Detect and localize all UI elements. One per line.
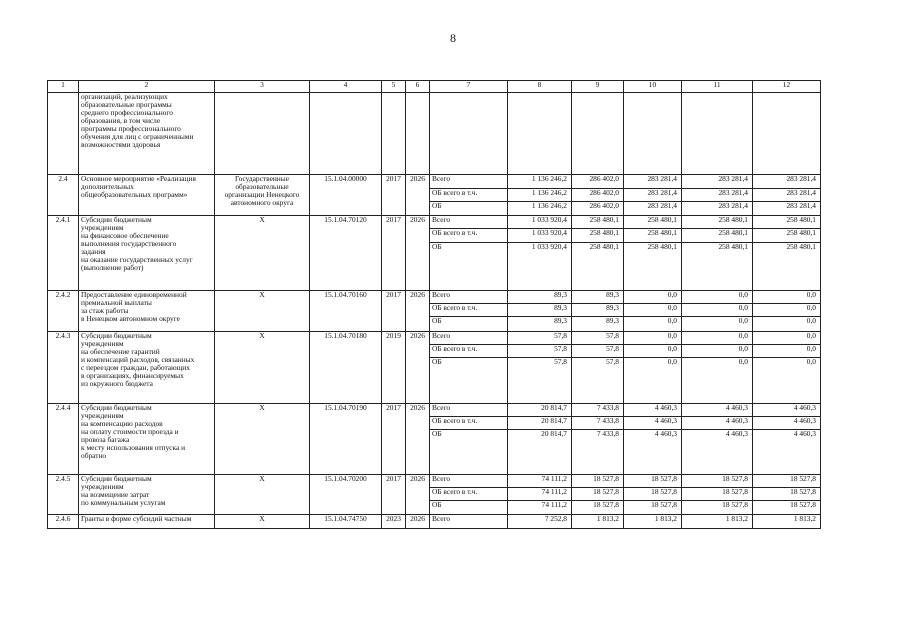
amount-cell: 0,0 (682, 345, 753, 358)
row-number: 2.4.1 (48, 216, 79, 291)
row-end-year: 2026 (406, 475, 430, 515)
header-cell: 2 (79, 81, 215, 93)
table-row (48, 175, 821, 189)
amount-cell: 89,3 (508, 291, 572, 304)
row-start-year: 2017 (382, 291, 406, 332)
amount-cell: 283 281,4 (682, 202, 753, 216)
amount-cell: 258 480,1 (624, 229, 682, 243)
amount-cell: 1 813,2 (624, 515, 682, 529)
funding-source: ОБ всего в т.ч. (430, 488, 508, 501)
amount-cell: 258 480,1 (572, 216, 624, 229)
row-executor: Х (215, 404, 310, 475)
header-cell: 6 (406, 81, 430, 93)
funding-source: Всего (430, 175, 508, 189)
amount-cell: 283 281,4 (624, 202, 682, 216)
empty-cell (572, 93, 624, 175)
row-number: 2.4 (48, 175, 79, 216)
row-executor: Х (215, 291, 310, 332)
row-executor: Х (215, 475, 310, 515)
amount-cell: 4 460,3 (682, 417, 753, 430)
row-name: Субсидии бюджетным учреждениям на возмещение затрат по коммунальным услугам (79, 475, 215, 515)
amount-cell: 18 527,8 (624, 501, 682, 515)
amount-cell: 0,0 (682, 332, 753, 345)
row-start-year: 2019 (382, 332, 406, 404)
table-row (48, 475, 821, 488)
amount-cell: 0,0 (682, 358, 753, 404)
row-executor: Х (215, 332, 310, 404)
row-number: 2.4.5 (48, 475, 79, 515)
row-number: 2.4.6 (48, 515, 79, 529)
empty-cell (624, 93, 682, 175)
header-cell: 9 (572, 81, 624, 93)
amount-cell: 18 527,8 (572, 488, 624, 501)
amount-cell: 7 433,8 (572, 404, 624, 417)
row-name: Предоставление единовременной премиальной выплаты за стаж работы в Ненецком автономном округе (79, 291, 215, 332)
amount-cell: 20 814,7 (508, 417, 572, 430)
row-start-year: 2017 (382, 475, 406, 515)
amount-cell: 283 281,4 (682, 175, 753, 189)
amount-cell: 18 527,8 (682, 488, 753, 501)
amount-cell: 57,8 (508, 345, 572, 358)
row-end-year: 2026 (406, 332, 430, 404)
amount-cell: 283 281,4 (753, 175, 821, 189)
amount-cell: 0,0 (753, 358, 821, 404)
row-name: Субсидии бюджетным учреждениям на обеспечение гарантий и компенсаций расходов, связанных с переездом граждан, работающих в организациях, финансируемых из окружного бюджета (79, 332, 215, 404)
amount-cell: 4 460,3 (753, 404, 821, 417)
header-cell: 11 (682, 81, 753, 93)
row-number: 2.4.3 (48, 332, 79, 404)
empty-cell (508, 93, 572, 175)
row-executor (215, 93, 310, 175)
amount-cell: 1 813,2 (682, 515, 753, 529)
table-row (48, 515, 821, 529)
header-cell: 1 (48, 81, 79, 93)
amount-cell: 283 281,4 (753, 202, 821, 216)
amount-cell: 20 814,7 (508, 404, 572, 417)
row-number (48, 93, 79, 175)
amount-cell: 0,0 (753, 317, 821, 332)
amount-cell: 57,8 (572, 345, 624, 358)
row-code: 15.1.04.70160 (310, 291, 382, 332)
amount-cell: 1 813,2 (572, 515, 624, 529)
funding-source: ОБ (430, 243, 508, 291)
empty-cell (430, 93, 508, 175)
amount-cell: 74 111,2 (508, 488, 572, 501)
row-code: 15.1.04.00000 (310, 175, 382, 216)
row-name: Гранты в форме субсидий частным (79, 515, 215, 529)
header-cell: 4 (310, 81, 382, 93)
row-code (310, 93, 382, 175)
row-end-year: 2026 (406, 515, 430, 529)
amount-cell: 258 480,1 (753, 229, 821, 243)
amount-cell: 0,0 (753, 345, 821, 358)
row-name: Основное мероприятие «Реализация дополнительных общеобразовательных программ» (79, 175, 215, 216)
row-start-year: 2017 (382, 216, 406, 291)
amount-cell: 18 527,8 (682, 501, 753, 515)
funding-source: ОБ (430, 501, 508, 515)
amount-cell: 258 480,1 (624, 216, 682, 229)
amount-cell: 0,0 (624, 332, 682, 345)
amount-cell: 4 460,3 (682, 404, 753, 417)
row-code: 15.1.04.70200 (310, 475, 382, 515)
amount-cell: 258 480,1 (572, 243, 624, 291)
amount-cell: 89,3 (508, 304, 572, 317)
amount-cell: 18 527,8 (753, 501, 821, 515)
amount-cell: 7 433,8 (572, 430, 624, 475)
row-executor: Х (215, 515, 310, 529)
empty-cell (753, 93, 821, 175)
amount-cell: 1 136 246,2 (508, 175, 572, 189)
amount-cell: 1 136 246,2 (508, 202, 572, 216)
amount-cell: 286 402,0 (572, 189, 624, 202)
amount-cell: 258 480,1 (753, 216, 821, 229)
funding-source: ОБ (430, 317, 508, 332)
row-code: 15.1.04.70120 (310, 216, 382, 291)
table-row (48, 93, 821, 175)
amount-cell: 18 527,8 (624, 475, 682, 488)
row-end-year: 2026 (406, 175, 430, 216)
amount-cell: 0,0 (682, 291, 753, 304)
table-row (48, 332, 821, 345)
amount-cell: 1 033 920,4 (508, 216, 572, 229)
amount-cell: 74 111,2 (508, 475, 572, 488)
amount-cell: 283 281,4 (624, 189, 682, 202)
funding-source: Всего (430, 291, 508, 304)
amount-cell: 0,0 (624, 291, 682, 304)
amount-cell: 18 527,8 (624, 488, 682, 501)
amount-cell: 283 281,4 (682, 189, 753, 202)
amount-cell: 286 402,0 (572, 202, 624, 216)
row-start-year: 2017 (382, 175, 406, 216)
amount-cell: 4 460,3 (753, 430, 821, 475)
header-cell: 10 (624, 81, 682, 93)
funding-source: ОБ всего в т.ч. (430, 189, 508, 202)
amount-cell: 0,0 (682, 304, 753, 317)
funding-source: ОБ всего в т.ч. (430, 417, 508, 430)
amount-cell: 258 480,1 (682, 243, 753, 291)
amount-cell: 57,8 (572, 332, 624, 345)
row-code: 15.1.04.70180 (310, 332, 382, 404)
amount-cell: 258 480,1 (572, 229, 624, 243)
amount-cell: 258 480,1 (624, 243, 682, 291)
row-number: 2.4.4 (48, 404, 79, 475)
amount-cell: 0,0 (624, 317, 682, 332)
empty-cell (682, 93, 753, 175)
row-executor: Х (215, 216, 310, 291)
row-end-year (406, 93, 430, 175)
amount-cell: 286 402,0 (572, 175, 624, 189)
amount-cell: 7 433,8 (572, 417, 624, 430)
table-row (48, 404, 821, 417)
table-row (48, 216, 821, 229)
amount-cell: 18 527,8 (753, 488, 821, 501)
amount-cell: 74 111,2 (508, 501, 572, 515)
header-cell: 3 (215, 81, 310, 93)
amount-cell: 4 460,3 (682, 430, 753, 475)
funding-source: ОБ всего в т.ч. (430, 345, 508, 358)
header-cell: 5 (382, 81, 406, 93)
amount-cell: 89,3 (508, 317, 572, 332)
funding-source: Всего (430, 216, 508, 229)
program-table (47, 80, 821, 529)
amount-cell: 18 527,8 (682, 475, 753, 488)
header-cell: 8 (508, 81, 572, 93)
row-name: Субсидии бюджетным учреждениям на компенсацию расходов на оплату стоимости проезда и провоза багажа к месту использования отпуска и обратно (79, 404, 215, 475)
amount-cell: 0,0 (753, 332, 821, 345)
funding-source: Всего (430, 475, 508, 488)
table-row (48, 291, 821, 304)
row-end-year: 2026 (406, 404, 430, 475)
amount-cell: 258 480,1 (682, 216, 753, 229)
amount-cell: 1 033 920,4 (508, 243, 572, 291)
amount-cell: 1 813,2 (753, 515, 821, 529)
funding-source: ОБ всего в т.ч. (430, 304, 508, 317)
row-code: 15.1.04.74750 (310, 515, 382, 529)
amount-cell: 4 460,3 (753, 417, 821, 430)
funding-source: ОБ (430, 430, 508, 475)
amount-cell: 18 527,8 (572, 501, 624, 515)
amount-cell: 0,0 (753, 304, 821, 317)
amount-cell: 57,8 (508, 332, 572, 345)
header-cell: 12 (753, 81, 821, 93)
amount-cell: 89,3 (572, 304, 624, 317)
header-row (48, 81, 821, 93)
amount-cell: 7 252,8 (508, 515, 572, 529)
funding-source: Всего (430, 332, 508, 345)
amount-cell: 57,8 (572, 358, 624, 404)
amount-cell: 0,0 (624, 345, 682, 358)
funding-source: ОБ всего в т.ч. (430, 229, 508, 243)
amount-cell: 1 033 920,4 (508, 229, 572, 243)
funding-source: ОБ (430, 202, 508, 216)
row-name: Субсидии бюджетным учреждениям на финансовое обеспечение выполнения государственного задания на оказание государственных услуг (выполнение работ) (79, 216, 215, 291)
amount-cell: 4 460,3 (624, 430, 682, 475)
amount-cell: 0,0 (682, 317, 753, 332)
amount-cell: 4 460,3 (624, 417, 682, 430)
row-end-year: 2026 (406, 216, 430, 291)
amount-cell: 18 527,8 (753, 475, 821, 488)
amount-cell: 57,8 (508, 358, 572, 404)
row-start-year: 2023 (382, 515, 406, 529)
amount-cell: 258 480,1 (682, 229, 753, 243)
amount-cell: 18 527,8 (572, 475, 624, 488)
funding-source: Всего (430, 515, 508, 529)
page-number: 8 (450, 31, 456, 45)
amount-cell: 89,3 (572, 317, 624, 332)
row-start-year (382, 93, 406, 175)
header-cell: 7 (430, 81, 508, 93)
amount-cell: 0,0 (624, 358, 682, 404)
funding-source: ОБ (430, 358, 508, 404)
amount-cell: 20 814,7 (508, 430, 572, 475)
row-start-year: 2017 (382, 404, 406, 475)
row-code: 15.1.04.70190 (310, 404, 382, 475)
amount-cell: 0,0 (624, 304, 682, 317)
amount-cell: 258 480,1 (753, 243, 821, 291)
amount-cell: 0,0 (753, 291, 821, 304)
amount-cell: 1 136 246,2 (508, 189, 572, 202)
amount-cell: 283 281,4 (753, 189, 821, 202)
amount-cell: 4 460,3 (624, 404, 682, 417)
row-executor: Государственные образовательные организации Ненецкого автономного округа (215, 175, 310, 216)
amount-cell: 283 281,4 (624, 175, 682, 189)
row-end-year: 2026 (406, 291, 430, 332)
row-number: 2.4.2 (48, 291, 79, 332)
funding-source: Всего (430, 404, 508, 417)
row-name: организаций, реализующих образовательные программы среднего профессионального образования, в том числе программы профессионального обучения для лиц с ограниченными возможностями здоровья (79, 93, 215, 175)
amount-cell: 89,3 (572, 291, 624, 304)
